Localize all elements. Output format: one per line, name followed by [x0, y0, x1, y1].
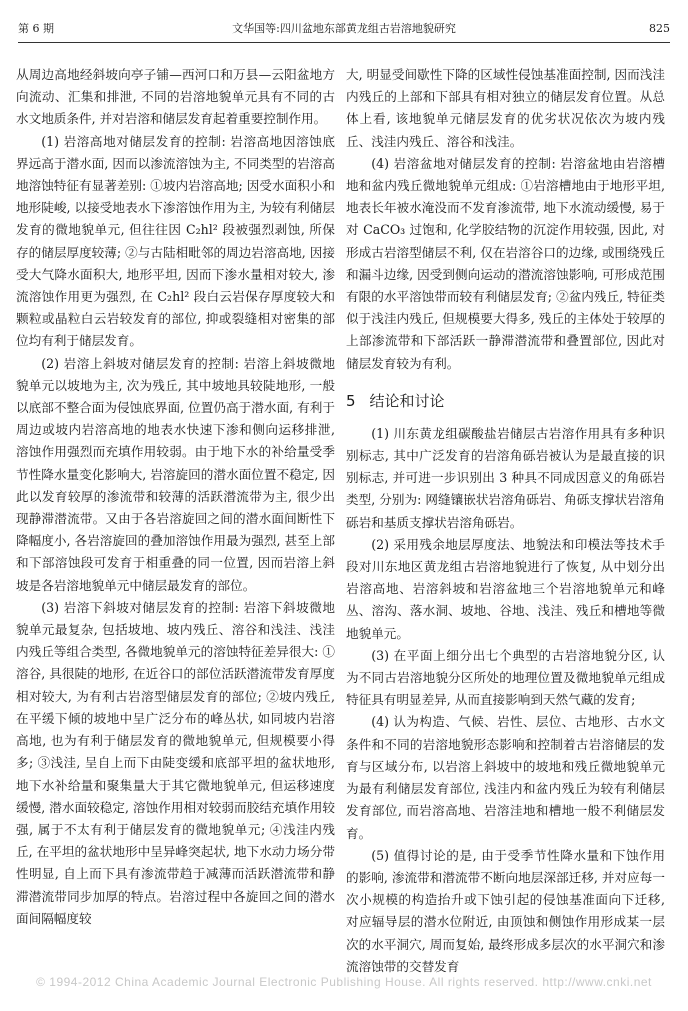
conclusion-item: (3) 在平面上细分出七个典型的古岩溶地貌分区, 认为不同古岩溶地貌分区所处的地理位置及微地貌单元组成特征具有明显差异, 从而直接影响到天然气藏的发育; [346, 647, 665, 708]
conclusion-item: (5) 值得讨论的是, 由于受季节性降水量和下蚀作用的影响, 渗流带和潜流带不断向地层深部迁移, 并对应每一次小规模的构造抬升或下蚀引起的侵蚀基准面向下迁移, 对应辐导层的潜水位附近, 由顶蚀和侧蚀作用形成某一层次的水平洞穴, 周而复始, 最终形成多层次的水平洞穴和渗流溶蚀带的交替发育 [346, 847, 665, 974]
section-heading [346, 389, 665, 413]
conclusion-item: (4) 认为构造、气候、岩性、层位、古地形、古水文条件和不同的岩溶地貌形态影响和控制着古岩溶储层的发育与区域分布, 以岩溶上斜坡中的坡地和残丘微地貌单元为最有利储层发育部位, 浅洼内和盆内残丘为较有利储层发育部位, 而岩溶高地、岩溶洼地和槽地一般不利储层发育。 [346, 714, 665, 841]
page-number: 825 [649, 22, 670, 35]
paragraph-karst-basin: (4) 岩溶盆地对储层发育的控制: 岩溶盆地由岩溶槽地和盆内残丘微地貌单元组成: ①岩溶槽地由于地形平坦, 地表长年被水淹没而不发育渗流带, 地下水流动缓慢, 易于对 CaCO₃ 过饱和, 化学胶结物的沉淀作用较强, 因此, 对形成古岩溶型储层不利, 仅在岩溶谷口的边缘, 或围绕残丘和漏斗边缘, 因受到侧向运动的潜流溶蚀影响, 可形成范围有限的水平溶蚀带而较有利储层发育; ②盆内残丘, 特征类似于浅洼内残丘, 但规模要大得多, 残丘的主体处于较厚的上部渗流带和下部活跃一静滞潜流带和叠置部位, 因此对储层发育较为有利。 [346, 155, 665, 371]
running-title: 文华国等:四川盆地东部黄龙组古岩溶地貌研究 [232, 22, 456, 35]
section-title: 结论和讨论 [369, 391, 445, 410]
paragraph-upper-slope: (2) 岩溶上斜坡对储层发育的控制: 岩溶上斜坡微地貌单元以坡地为主, 次为残丘, 其中坡地具较陡地形, 一般以底部不整合面为侵蚀底界面, 位置仍高于潜水面, 有利于周边或坡内岩溶高地的地表水快速下渗和侧向运移排泄, 溶蚀作用强烈而充填作用较弱。由于地下水的补给量受季节性降水量变化影响大, 岩溶旋回的潜水面位置不稳定, 因此以发育较厚的渗流带和较薄的活跃潜流带为主, 很少出现静滞潜流带。又由于各岩溶旋回之间的潜水面间断性下降幅度小, 各岩溶旋回的叠加溶蚀作用最为强烈, 甚至上部和下部溶蚀段可发育于相重叠的同一位置, 因而岩溶上斜坡是各岩溶地貌单元中储层最发育的部位。 [16, 355, 335, 593]
running-header [18, 20, 670, 43]
paragraph: 大, 明显受间歇性下降的区域性侵蚀基准面控制, 因而浅洼内残丘的上部和下部具有相对独立的储层发育位置。从总体上看, 该地貌单元储层发育的优劣状况依次为坡内残丘、浅洼内残丘、溶谷和浅洼。 [346, 67, 665, 149]
paragraph-lower-slope: (3) 岩溶下斜坡对储层发育的控制: 岩溶下斜坡微地貌单元最复杂, 包括坡地、坡内残丘、溶谷和浅洼、浅洼内残丘等组合类型, 各微地貌单元的溶蚀特征差异很大: ①溶谷, 具很陡的地形, 在近谷口的部位活跃潜流带发育厚度相对较大, 为有利古岩溶型储层发育的部位; ②坡内残丘, 在平缓下倾的坡地中呈广泛分布的峰丛状, 如同坡内岩溶高地, 也为有利于储层发育的微地貌单元, 但规模要小得多; ③浅洼, 呈自上而下由陡变缓和底部平坦的盆状地形, 地下水补给量和聚集量大于其它微地貌单元, 但运移速度缓慢, 潜水面较稳定, 溶蚀作用相对较弱而胶结充填作用较强, 属于不太有利于储层发育的微地貌单元; ④浅洼内残丘, 在平坦的盆状地形中呈异峰突起状, 地下水动力场分带性明显, 自上而下具有渗流带趋于减薄而活跃潜流带和静滞潜流带同步加厚的特点。岩溶过程中各旋回之间的潜水面间隔幅度较 [16, 599, 335, 926]
paragraph-karst-highland: (1) 岩溶高地对储层发育的控制: 岩溶高地因溶蚀底界远高于潜水面, 因而以渗流溶蚀为主, 不同类型的岩溶高地溶蚀特征有显著差别: ①坡内岩溶高地; 因受水面积小和地形陡峻, 以接受地表水下渗溶蚀作用为主, 为较有利储层发育的微地貌单元, 但往往因 C₂hl² 段被强烈剥蚀, 所保存的储层厚度较薄; ②与古陆相毗邻的周边岩溶高地, 因接受大气降水面积大, 地形平坦, 因而下渗水量相对较大, 渗流溶蚀作用更为强烈, 在 C₂hl² 段白云岩保存厚度较大和颗粒或晶粒白云岩较发育的部位, 抑或裂缝相对密集的部位均有利于储层发育。 [16, 133, 335, 349]
conclusion-item: (2) 采用残余地层厚度法、地貌法和印模法等技术手段对川东地区黄龙组古岩溶地貌进行了恢复, 从中划分出岩溶高地、岩溶斜坡和岩溶盆地三个岩溶地貌单元和峰丛、溶沟、落水洞、坡地、谷地、浅洼、残丘和槽地等微地貌单元。 [346, 536, 665, 641]
issue-label: 第 6 期 [18, 22, 54, 35]
conclusion-item: (1) 川东黄龙组碳酸盐岩储层古岩溶作用具有多种识别标志, 其中广泛发育的岩溶角砾岩被认为是最直接的识别标志, 并可进一步识别出 3 种具不同成因意义的角砾岩类型, 分别为: 网缝镶嵌状岩溶角砾岩、角砾支撑状岩溶角砾岩和基质支撑状岩溶角砾岩。 [346, 425, 665, 530]
copyright-watermark: © 1994-2012 China Academic Journal Electronic Publishing House. All rights reserved. http://www.cnki.net [36, 975, 652, 989]
right-column [346, 64, 665, 978]
section-number: 5 [346, 391, 356, 410]
paragraph: 从周边高地经斜坡向亭子铺—西河口和万县—云阳盆地方向流动、汇集和排泄, 不同的岩溶地貌单元具有不同的古水文地质条件, 并对岩溶和储层发育起着重要控制作用。 [16, 67, 335, 127]
left-column [16, 64, 335, 930]
